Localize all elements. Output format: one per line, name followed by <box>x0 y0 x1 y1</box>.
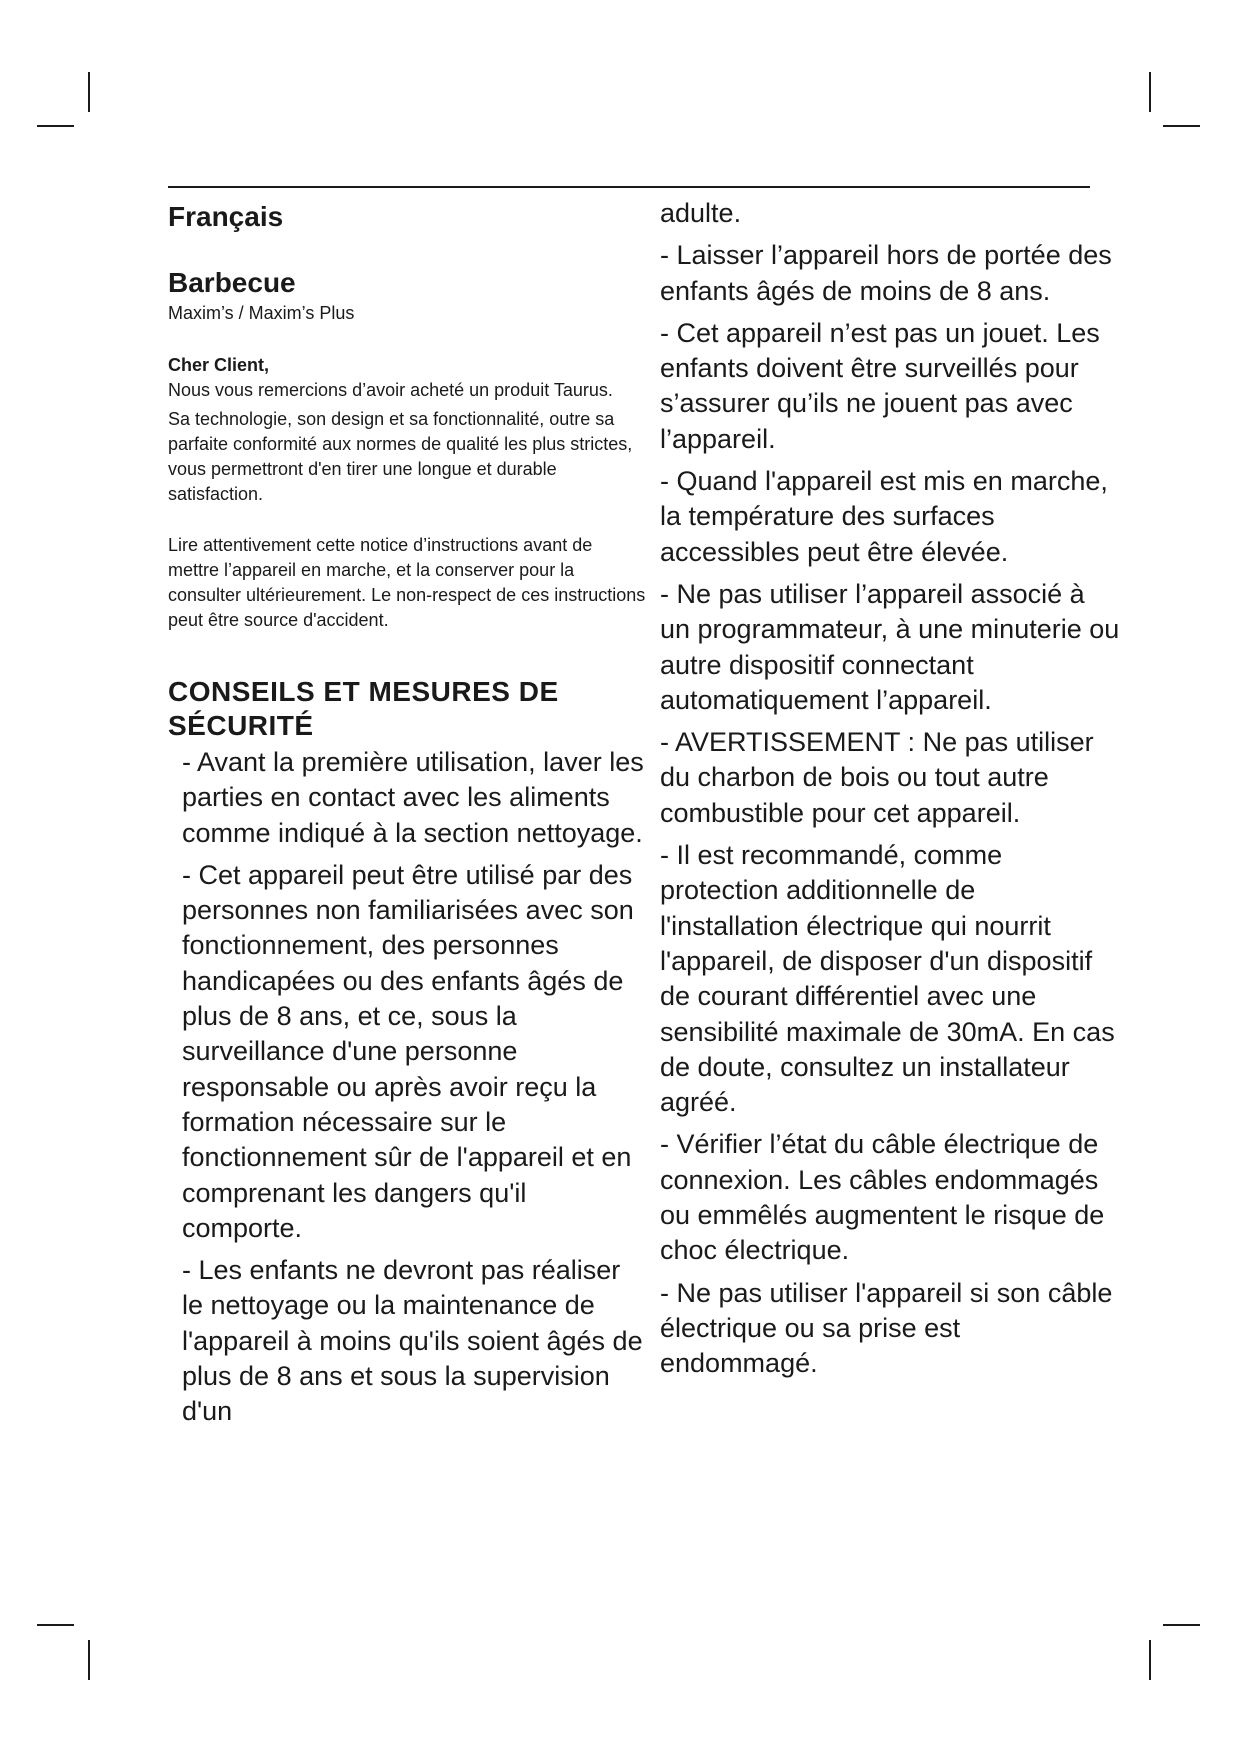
crop-mark-top-right-horizontal <box>1163 125 1200 127</box>
crop-mark-bottom-right-horizontal <box>1163 1624 1200 1626</box>
intro-paragraph-1: Nous vous remercions d’avoir acheté un produit Taurus. <box>168 380 613 400</box>
safety-item: - Quand l'appareil est mis en marche, la température des surfaces accessibles peut être élevée. <box>660 466 1108 567</box>
safety-item-continuation: adulte. <box>660 198 742 228</box>
crop-mark-bottom-left-horizontal <box>37 1624 74 1626</box>
safety-item: - Ne pas utiliser l’appareil associé à un programmateur, à une minuterie ou autre dispositif connectant automatiquement l’appareil. <box>660 578 1120 715</box>
left-column <box>168 196 646 1437</box>
crop-mark-top-right-vertical <box>1149 72 1151 112</box>
header-rule <box>168 186 1090 188</box>
model-names: Maxim’s / Maxim’s Plus <box>168 303 355 323</box>
safety-item: - Vérifier l’état du câble électrique de connexion. Les câbles endommagés ou emmêlés augmentent le risque de choc électrique. <box>660 1129 1105 1266</box>
language-heading: Français <box>168 201 284 232</box>
safety-section-title: CONSEILS ET MESURES DE SÉCURITÉ <box>168 676 559 741</box>
crop-mark-top-left-vertical <box>88 72 90 112</box>
safety-item: - Il est recommandé, comme protection additionnelle de l'installation électrique qui nourrit l'appareil, de disposer d'un dispositif de courant différentiel avec une sensibilité maximale de 30mA. En cas de doute, consultez un installateur agréé. <box>660 840 1115 1118</box>
intro-paragraph-3: Lire attentivement cette notice d’instructions avant de mettre l’appareil en marche, et la conserver pour la consulter ultérieurement. Le non-respect de ces instructions peut être source d'accident. <box>168 535 646 630</box>
safety-item: - Avant la première utilisation, laver les parties en contact avec les aliments comme indiqué à la section nettoyage. <box>182 747 644 848</box>
safety-list-left <box>182 745 646 1430</box>
safety-item: - Ne pas utiliser l'appareil si son câble électrique ou sa prise est endommagé. <box>660 1277 1113 1379</box>
safety-item: - AVERTISSEMENT : Ne pas utiliser du charbon de bois ou tout autre combustible pour cet appareil. <box>660 727 1094 828</box>
safety-item: - Cet appareil peut être utilisé par des personnes non familiarisées avec son fonctionnement, des personnes handicapées ou des enfants âgés de plus de 8 ans, et ce, sous la surveillance d'une personne responsable ou après avoir reçu la formation nécessaire sur le fonctionnement sûr de l'appareil et en comprenant les dangers qu'il comporte. <box>182 859 634 1243</box>
crop-mark-bottom-left-vertical <box>88 1640 90 1680</box>
safety-item: - Cet appareil n’est pas un jouet. Les enfants doivent être surveillés pour s’assurer qu’ils ne jouent pas avec l’appareil. <box>660 317 1100 454</box>
product-title: Barbecue <box>168 267 296 298</box>
crop-mark-top-left-horizontal <box>37 125 74 127</box>
right-column <box>660 196 1120 1389</box>
greeting: Cher Client, <box>168 355 270 375</box>
safety-item: - Laisser l’appareil hors de portée des enfants âgés de moins de 8 ans. <box>660 240 1112 306</box>
safety-item: - Les enfants ne devront pas réaliser le nettoyage ou la maintenance de l'appareil à moins qu'ils soient âgés de plus de 8 ans et sous la supervision d'un <box>182 1255 643 1427</box>
crop-mark-bottom-right-vertical <box>1149 1640 1151 1680</box>
intro-paragraph-2: Sa technologie, son design et sa fonctionnalité, outre sa parfaite conformité aux normes de qualité les plus strictes, vous permettront d'en tirer une longue et durable satisfaction. <box>168 409 633 504</box>
